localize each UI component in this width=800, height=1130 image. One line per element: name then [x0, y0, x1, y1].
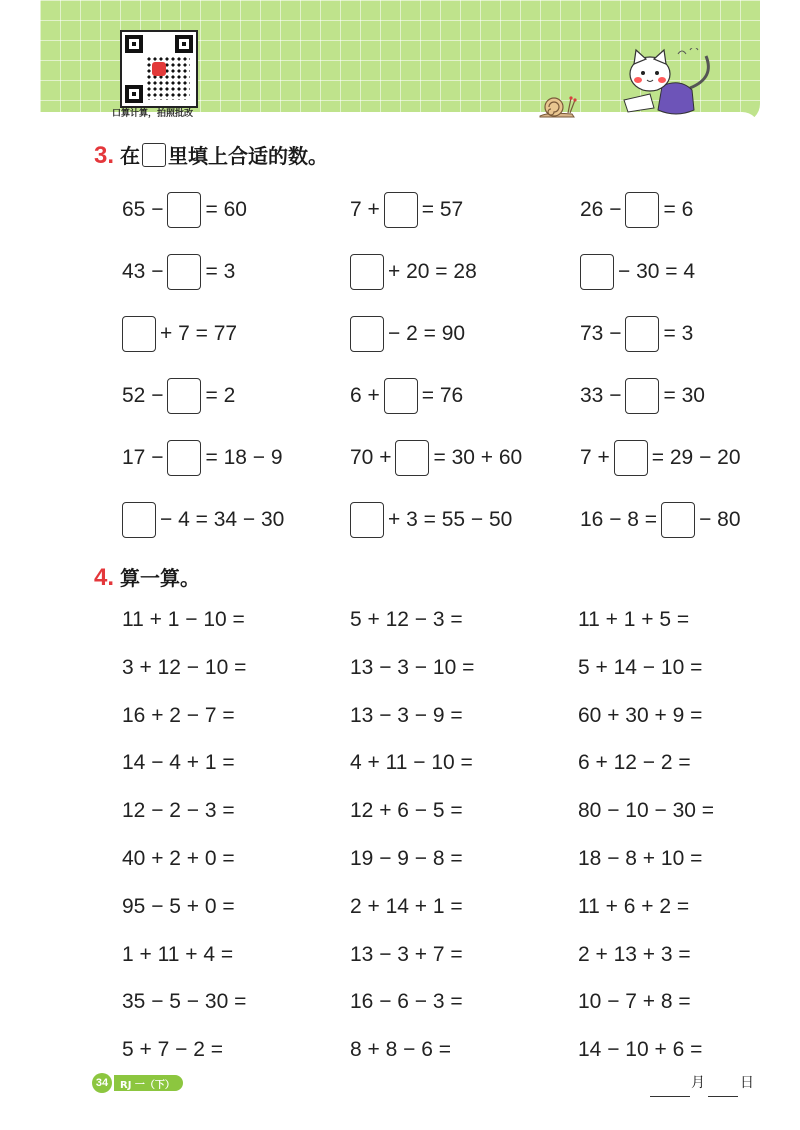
answer-box[interactable] — [395, 440, 429, 476]
fill-equation — [350, 252, 477, 292]
fill-equation — [122, 438, 283, 478]
equation-left-text: 43 − — [122, 260, 164, 283]
day-blank[interactable] — [708, 1076, 738, 1097]
month-label: 月 — [691, 1075, 705, 1091]
calc-problem: 11 + 1 + 5 = — [578, 608, 690, 631]
equation-right-text: − 2 = 90 — [388, 322, 466, 345]
answer-box[interactable] — [167, 254, 201, 290]
snail-icon — [538, 92, 578, 118]
fill-equation — [122, 500, 284, 540]
equation-right-text: − 30 = 4 — [618, 260, 696, 283]
fill-equation — [350, 500, 512, 540]
equation-right-text: + 7 = 77 — [160, 322, 238, 345]
calc-problem: 13 − 3 − 9 = — [350, 704, 463, 727]
day-label: 日 — [740, 1075, 754, 1091]
calc-problem: 18 − 8 + 10 = — [578, 847, 703, 870]
answer-box[interactable] — [167, 440, 201, 476]
calc-problem: 1 + 11 + 4 = — [122, 943, 234, 966]
cat-illustration-icon — [610, 48, 720, 118]
edition-tag: RJ 一（下） — [114, 1075, 183, 1091]
equation-right-text: = 29 − 20 — [651, 446, 741, 469]
inline-answer-box-icon — [142, 143, 166, 167]
equation-right-text: = 2 — [205, 384, 236, 407]
calc-problem: 6 + 12 − 2 = — [578, 751, 691, 774]
equation-right-text: − 80 — [699, 508, 741, 531]
calc-problem: 16 + 2 − 7 = — [122, 704, 235, 727]
equation-right-text: = 60 — [205, 198, 247, 221]
equation-left-text: 26 − — [580, 198, 622, 221]
equation-left-text: 73 − — [580, 322, 622, 345]
page-number: 34 — [92, 1073, 112, 1093]
equation-left-text: 33 − — [580, 384, 622, 407]
section-4-title-text: 算一算。 — [120, 566, 201, 590]
calc-problem: 10 − 7 + 8 = — [578, 990, 691, 1013]
answer-box[interactable] — [625, 192, 659, 228]
answer-box[interactable] — [384, 192, 418, 228]
qr-code[interactable] — [120, 30, 198, 108]
section-4-title — [94, 562, 200, 592]
answer-box[interactable] — [350, 316, 384, 352]
calc-problem: 60 + 30 + 9 = — [578, 704, 703, 727]
fill-equation — [580, 500, 741, 540]
fill-equation — [350, 376, 463, 416]
equation-left-text: 16 − 8 = — [580, 508, 658, 531]
answer-box[interactable] — [625, 316, 659, 352]
calc-problem: 12 + 6 − 5 = — [350, 799, 463, 822]
equation-right-text: + 20 = 28 — [388, 260, 477, 283]
calc-problem: 11 + 1 − 10 = — [122, 608, 245, 631]
answer-box[interactable] — [625, 378, 659, 414]
fill-equation — [580, 314, 693, 354]
answer-box[interactable] — [167, 192, 201, 228]
calc-problem: 5 + 14 − 10 = — [578, 656, 703, 679]
fill-equation — [580, 376, 705, 416]
fill-equation — [350, 438, 522, 478]
fill-equation — [350, 314, 465, 354]
fill-equation — [122, 252, 235, 292]
fill-equation — [580, 190, 693, 230]
calc-problem: 5 + 12 − 3 = — [350, 608, 463, 631]
calc-problem: 13 − 3 − 10 = — [350, 656, 475, 679]
calc-problem: 35 − 5 − 30 = — [122, 990, 247, 1013]
equation-right-text: = 3 — [205, 260, 236, 283]
equation-left-text: 17 − — [122, 446, 164, 469]
answer-box[interactable] — [614, 440, 648, 476]
calc-problem: 2 + 14 + 1 = — [350, 895, 463, 918]
calc-problem: 12 − 2 − 3 = — [122, 799, 235, 822]
equation-left-text: 6 + — [350, 384, 380, 407]
equation-right-text: + 3 = 55 − 50 — [388, 508, 513, 531]
fill-equation — [122, 376, 235, 416]
answer-box[interactable] — [580, 254, 614, 290]
calc-problem: 3 + 12 − 10 = — [122, 656, 247, 679]
section-3-title-after: 里填上合适的数。 — [168, 144, 329, 168]
page-badge — [92, 1073, 183, 1093]
month-blank[interactable] — [650, 1076, 690, 1097]
fill-equation — [580, 252, 695, 292]
calc-problem: 80 − 10 − 30 = — [578, 799, 715, 822]
equation-right-text: = 30 + 60 — [433, 446, 523, 469]
calc-problem: 5 + 7 − 2 = — [122, 1038, 224, 1061]
equation-right-text: = 76 — [421, 384, 464, 407]
answer-box[interactable] — [122, 502, 156, 538]
equation-left-text: 7 + — [580, 446, 610, 469]
equation-right-text: − 4 = 34 − 30 — [160, 508, 285, 531]
equation-left-text: 65 − — [122, 198, 164, 221]
calc-problem: 2 + 13 + 3 = — [578, 943, 691, 966]
fill-equation — [350, 190, 463, 230]
answer-box[interactable] — [350, 502, 384, 538]
equation-left-text: 7 + — [350, 198, 380, 221]
calc-problem: 14 − 10 + 6 = — [578, 1038, 703, 1061]
equation-right-text: = 3 — [663, 322, 694, 345]
calc-problem: 14 − 4 + 1 = — [122, 751, 235, 774]
calc-problem: 16 − 6 − 3 = — [350, 990, 463, 1013]
equation-right-text: = 18 − 9 — [205, 446, 283, 469]
section-3-title-before: 在 — [120, 144, 141, 168]
section-3-title — [94, 140, 328, 170]
calc-problem: 11 + 6 + 2 = — [578, 895, 690, 918]
qr-caption: 口算计算，拍照批改 — [112, 109, 194, 119]
fill-equation — [122, 314, 237, 354]
answer-box[interactable] — [384, 378, 418, 414]
calc-problem: 40 + 2 + 0 = — [122, 847, 235, 870]
calc-problem: 8 + 8 − 6 = — [350, 1038, 452, 1061]
answer-box[interactable] — [350, 254, 384, 290]
calc-problem: 13 − 3 + 7 = — [350, 943, 463, 966]
answer-box[interactable] — [122, 316, 156, 352]
equation-right-text: = 30 — [663, 384, 705, 407]
calc-problem: 95 − 5 + 0 = — [122, 895, 235, 918]
calc-problem: 19 − 9 − 8 = — [350, 847, 463, 870]
equation-left-text: 70 + — [350, 446, 392, 469]
fill-equation — [580, 438, 741, 478]
fill-equation — [122, 190, 247, 230]
equation-right-text: = 57 — [421, 198, 464, 221]
calc-problem: 4 + 11 − 10 = — [350, 751, 473, 774]
equation-right-text: = 6 — [663, 198, 694, 221]
answer-box[interactable] — [167, 378, 201, 414]
section-3-number: 3. — [94, 142, 115, 169]
answer-box[interactable] — [661, 502, 695, 538]
section-4-number: 4. — [94, 564, 115, 591]
equation-left-text: 52 − — [122, 384, 164, 407]
